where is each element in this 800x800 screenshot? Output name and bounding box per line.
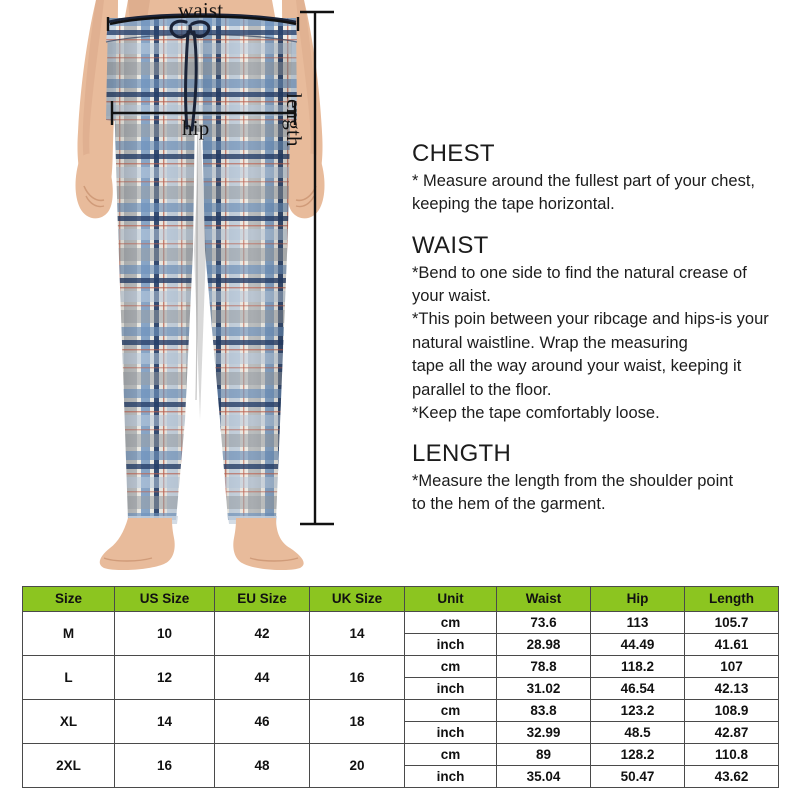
cell-waist: 35.04 xyxy=(497,766,591,788)
cell-length: 105.7 xyxy=(685,612,779,634)
cell-unit: cm xyxy=(405,656,497,678)
cell-us-size: 14 xyxy=(115,700,215,744)
cell-unit: inch xyxy=(405,678,497,700)
cell-length: 107 xyxy=(685,656,779,678)
cell-waist: 89 xyxy=(497,744,591,766)
cell-hip: 48.5 xyxy=(591,722,685,744)
table-row xyxy=(23,656,779,678)
cell-size: L xyxy=(23,656,115,700)
waist-heading: WAIST xyxy=(412,232,489,259)
cell-unit: inch xyxy=(405,766,497,788)
pajama-pants-illustration xyxy=(0,0,400,570)
waist-line-6: parallel to the floor. xyxy=(412,380,552,399)
guide-block-length xyxy=(412,440,772,516)
cell-length: 42.87 xyxy=(685,722,779,744)
waist-line-7: *Keep the tape comfortably loose. xyxy=(412,404,660,423)
header-us: US Size xyxy=(115,587,215,612)
header-uk: UK Size xyxy=(310,587,405,612)
cell-hip: 123.2 xyxy=(591,700,685,722)
cell-unit: cm xyxy=(405,612,497,634)
header-eu: EU Size xyxy=(215,587,310,612)
cell-waist: 31.02 xyxy=(497,678,591,700)
cell-waist: 83.8 xyxy=(497,700,591,722)
pants-left-leg xyxy=(104,24,204,528)
cell-length: 41.61 xyxy=(685,634,779,656)
size-chart-table-wrapper xyxy=(22,586,778,788)
hip-annotation-label: hip xyxy=(182,116,210,140)
chest-line-1: * Measure around the fullest part of your chest, xyxy=(412,171,756,190)
cell-us-size: 10 xyxy=(115,612,215,656)
guide-block-chest xyxy=(412,140,782,216)
cell-hip: 50.47 xyxy=(591,766,685,788)
cell-size: 2XL xyxy=(23,744,115,788)
cell-hip: 44.49 xyxy=(591,634,685,656)
cell-length: 110.8 xyxy=(685,744,779,766)
model-feet xyxy=(100,518,304,570)
length-line-2: to the hem of the garment. xyxy=(412,495,606,514)
header-waist: Waist xyxy=(497,587,591,612)
waist-line-4: natural waistline. Wrap the measuring xyxy=(412,333,688,352)
waist-line-1: *Bend to one side to find the natural crease of xyxy=(412,263,747,282)
cell-length: 43.62 xyxy=(685,766,779,788)
cell-uk-size: 16 xyxy=(310,656,405,700)
product-photo xyxy=(0,0,400,570)
waist-line-3: *This poin between your ribcage and hips-is your xyxy=(412,310,769,329)
cell-eu-size: 46 xyxy=(215,700,310,744)
cell-length: 42.13 xyxy=(685,678,779,700)
header-row xyxy=(23,587,779,612)
cell-waist: 78.8 xyxy=(497,656,591,678)
guide-block-waist xyxy=(412,232,787,426)
cell-uk-size: 18 xyxy=(310,700,405,744)
cell-waist: 73.6 xyxy=(497,612,591,634)
chest-heading: CHEST xyxy=(412,140,495,167)
measuring-guide xyxy=(412,0,792,570)
cell-waist: 28.98 xyxy=(497,634,591,656)
cell-hip: 118.2 xyxy=(591,656,685,678)
cell-uk-size: 14 xyxy=(310,612,405,656)
cell-unit: cm xyxy=(405,700,497,722)
cell-size: XL xyxy=(23,700,115,744)
cell-hip: 128.2 xyxy=(591,744,685,766)
table-row xyxy=(23,612,779,634)
length-annotation-label: length xyxy=(282,93,306,147)
table-row xyxy=(23,700,779,722)
chest-line-2: keeping the tape horizontal. xyxy=(412,195,615,214)
header-size: Size xyxy=(23,587,115,612)
cell-eu-size: 44 xyxy=(215,656,310,700)
cell-hip: 46.54 xyxy=(591,678,685,700)
size-chart-table xyxy=(22,586,779,788)
length-line-1: *Measure the length from the shoulder point xyxy=(412,471,734,490)
header-unit: Unit xyxy=(405,587,497,612)
cell-unit: inch xyxy=(405,634,497,656)
waist-annotation-label: waist xyxy=(178,0,224,22)
cell-unit: inch xyxy=(405,722,497,744)
cell-eu-size: 48 xyxy=(215,744,310,788)
table-header xyxy=(23,587,779,612)
length-heading: LENGTH xyxy=(412,440,512,467)
cell-uk-size: 20 xyxy=(310,744,405,788)
header-hip: Hip xyxy=(591,587,685,612)
cell-unit: cm xyxy=(405,744,497,766)
cell-hip: 113 xyxy=(591,612,685,634)
waist-line-5: tape all the way around your waist, keeping it xyxy=(412,357,742,376)
header-length: Length xyxy=(685,587,779,612)
table-row xyxy=(23,744,779,766)
cell-length: 108.9 xyxy=(685,700,779,722)
cell-eu-size: 42 xyxy=(215,612,310,656)
cell-waist: 32.99 xyxy=(497,722,591,744)
cell-us-size: 12 xyxy=(115,656,215,700)
table-body xyxy=(23,612,779,788)
cell-us-size: 16 xyxy=(115,744,215,788)
cell-size: M xyxy=(23,612,115,656)
waist-line-2: your waist. xyxy=(412,287,491,306)
